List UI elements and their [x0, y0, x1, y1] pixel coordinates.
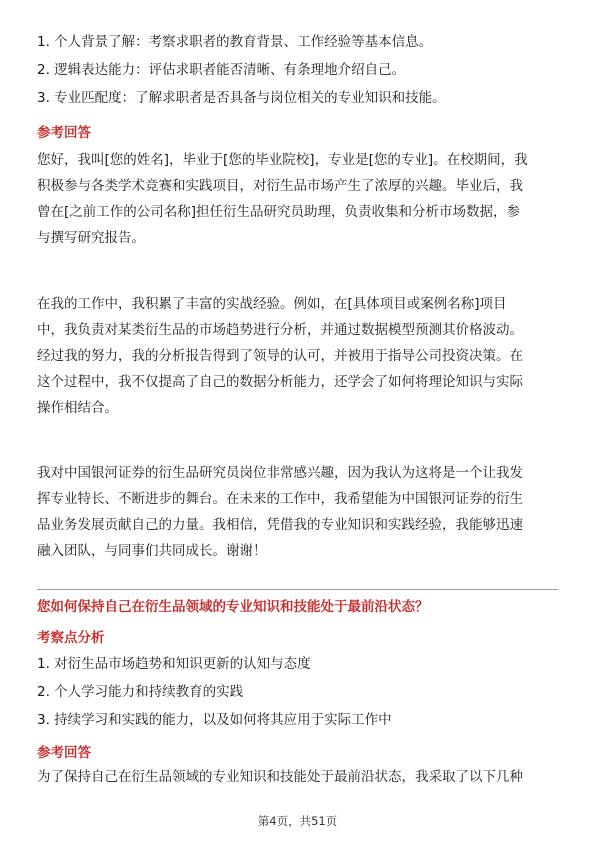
text-line: 挥专业特长、不断进步的舞台。在未来的工作中，我希望能为中国银河证券的衍生	[37, 491, 523, 507]
analysis-heading: 考察点分析	[37, 630, 105, 646]
list-item: 3. 持续学习和实践的能力，以及如何将其应用于实际工作中	[37, 712, 392, 728]
text-line: 品业务发展贡献自己的力量。我相信，凭借我的专业知识和实践经验，我能够迅速	[37, 517, 523, 533]
question-heading: 您如何保持自己在衍生品领域的专业知识和技能处于最前沿状态？	[37, 599, 429, 615]
text-line: 经过我的努力，我的分析报告得到了领导的认可，并被用于指导公司投资决策。在	[37, 348, 523, 364]
answer-paragraph	[37, 764, 561, 790]
section-divider	[37, 589, 558, 590]
text-line: 曾在[之前工作的公司名称]担任衍生品研究员助理，负责收集和分析市场数据，参	[37, 204, 521, 220]
text-line: 为了保持自己在衍生品领域的专业知识和技能处于最前沿状态，我采取了以下几种	[37, 769, 523, 785]
answer-paragraph	[37, 460, 561, 564]
text-line: 我对中国银河证券的衍生品研究员岗位非常感兴趣，因为我认为这将是一个让我发	[37, 465, 523, 481]
text-line: 与撰写研究报告。	[37, 230, 145, 246]
page-number: 第4页，共51页	[257, 814, 338, 828]
answer-paragraph	[37, 147, 561, 251]
text-line: 这个过程中，我不仅提高了自己的数据分析能力，还学会了如何将理论知识与实际	[37, 374, 523, 390]
text-line: 操作相结合。	[37, 400, 118, 416]
text-line: 融入团队，与同事们共同成长。谢谢！	[37, 543, 267, 559]
list-item: 3. 专业匹配度：了解求职者是否具备与岗位相关的专业知识和技能。	[37, 90, 446, 106]
list-item: 2. 逻辑表达能力：评估求职者能否清晰、有条理地介绍自己。	[37, 62, 406, 78]
text-line: 积极参与各类学术竞赛和实践项目，对衍生品市场产生了浓厚的兴趣。毕业后，我	[37, 178, 523, 194]
reference-answer-heading: 参考回答	[37, 745, 91, 761]
reference-answer-heading: 参考回答	[37, 125, 91, 141]
answer-paragraph	[37, 291, 561, 421]
list-item: 1. 对衍生品市场趋势和知识更新的认知与态度	[37, 656, 311, 672]
text-line: 在我的工作中，我积累了丰富的实战经验。例如，在[具体项目或案例名称]项目	[37, 296, 507, 312]
list-item: 2. 个人学习能力和持续教育的实践	[37, 684, 244, 700]
list-item: 1. 个人背景了解：考察求职者的教育背景、工作经验等基本信息。	[37, 34, 433, 50]
text-line: 中，我负责对某类衍生品的市场趋势进行分析，并通过数据模型预测其价格波动。	[37, 322, 523, 338]
text-line: 您好，我叫[您的姓名]，毕业于[您的毕业院校]，专业是[您的专业]。在校期间，我	[37, 152, 528, 168]
